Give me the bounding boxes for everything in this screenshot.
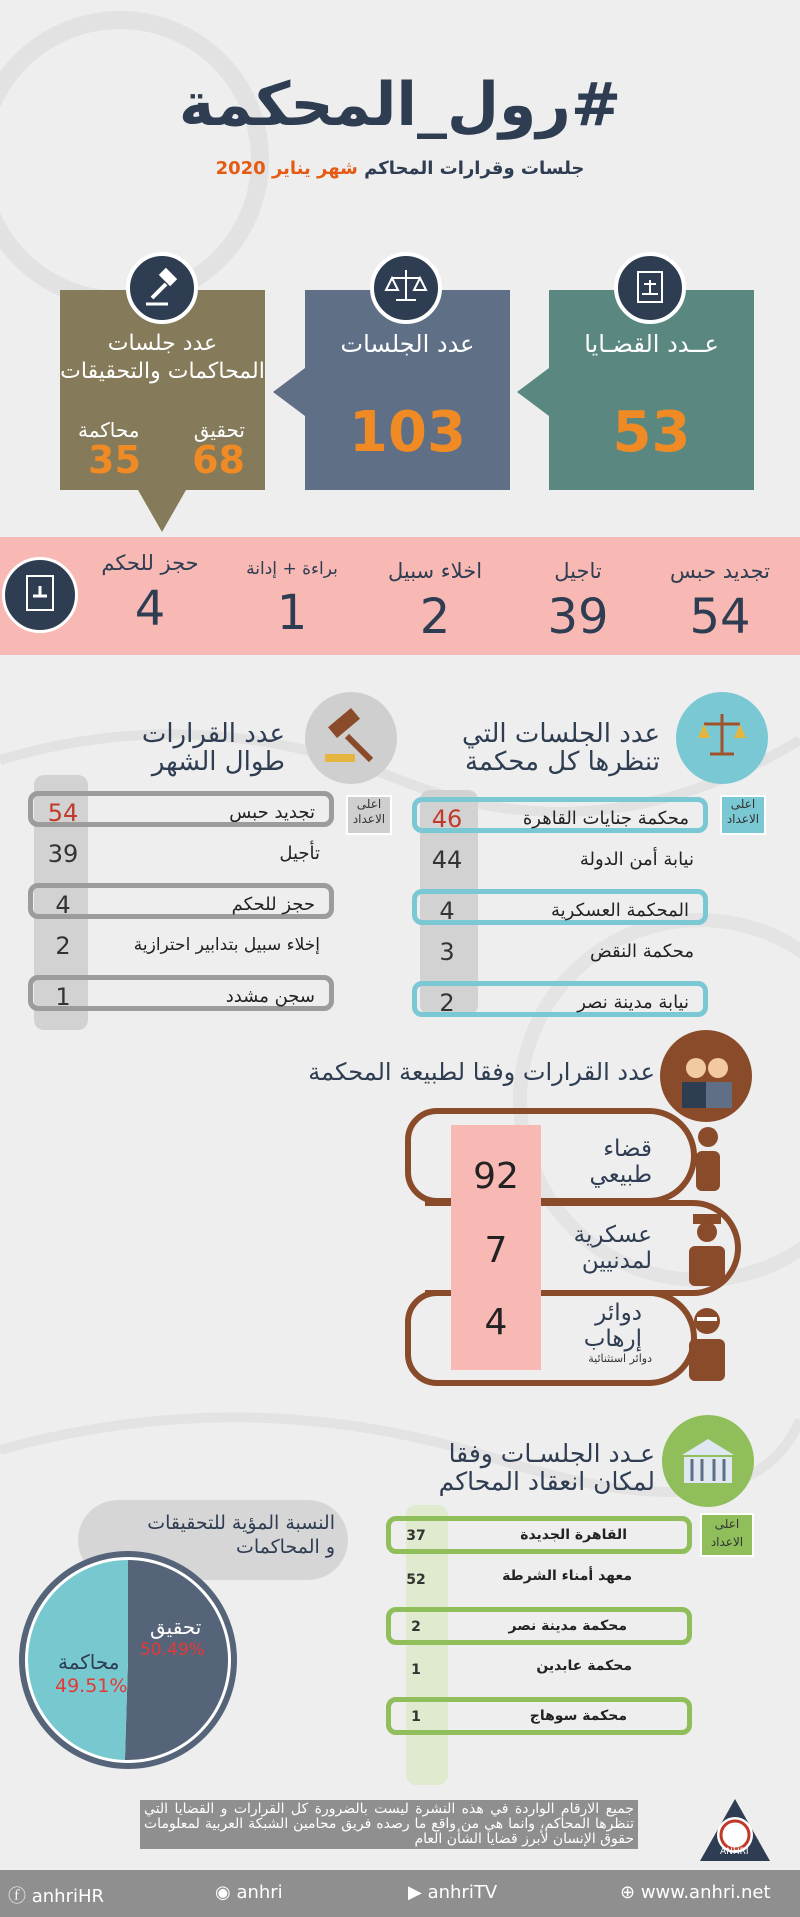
page-subtitle bbox=[0, 158, 800, 179]
courts-badge: اعلى الاعداد bbox=[720, 795, 766, 835]
band-value: 4 bbox=[134, 581, 166, 637]
decisions-band bbox=[0, 537, 800, 655]
band-value: 39 bbox=[547, 589, 609, 645]
courts-title-1: عدد الجلسات التي bbox=[461, 719, 660, 749]
court-type-row bbox=[405, 1290, 697, 1386]
band-item-verdict bbox=[227, 537, 357, 641]
twitter-icon: ◉ bbox=[215, 1882, 237, 1903]
band-item-release bbox=[370, 537, 500, 645]
band-value: 2 bbox=[419, 589, 451, 645]
pie-label-investigation: تحقيق bbox=[150, 1615, 202, 1639]
courts-row bbox=[412, 889, 708, 925]
pie-pct-investigation: 50.49% bbox=[140, 1640, 205, 1660]
terror-value: 4 bbox=[484, 1302, 508, 1343]
row-value: 2 bbox=[439, 989, 455, 1017]
courthouse-icon bbox=[662, 1415, 754, 1507]
row-label: المحكمة العسكرية bbox=[551, 900, 689, 921]
row-label: نيابة أمن الدولة bbox=[579, 849, 694, 870]
location-badge: اعلى الاعداد bbox=[700, 1513, 754, 1557]
youtube-icon: ▶ bbox=[408, 1882, 428, 1903]
pie-slice-investigation bbox=[125, 1560, 228, 1760]
pie-title-2: و المحاكمات bbox=[235, 1536, 335, 1558]
document-scales-icon bbox=[614, 252, 686, 324]
decisions-row bbox=[28, 791, 334, 827]
sessions-title: عدد الجلسات bbox=[340, 330, 475, 358]
soldier-icon bbox=[685, 1210, 729, 1288]
page-title: #رول_المحكمة bbox=[178, 70, 622, 140]
band-label: اخلاء سبيل bbox=[387, 559, 483, 583]
row-label: محكمة النقض bbox=[589, 941, 694, 962]
pie-title-1: النسبة المؤية للتحقيقات bbox=[147, 1512, 335, 1534]
facebook-handle: anhriHR bbox=[31, 1886, 105, 1907]
scales-icon bbox=[676, 692, 768, 784]
decisions-row bbox=[28, 975, 334, 1011]
row-label: حجز للحكم bbox=[231, 894, 315, 915]
row-value: 1 bbox=[411, 1709, 421, 1725]
pie-chart bbox=[18, 1550, 238, 1770]
location-row bbox=[386, 1516, 692, 1554]
facebook-icon: ⓕ bbox=[8, 1886, 32, 1907]
civil-label: قضاء طبيعي bbox=[589, 1136, 652, 1188]
location-row bbox=[386, 1652, 692, 1690]
military-value: 7 bbox=[484, 1230, 508, 1271]
courts-title-2: تنظرها كل محكمة bbox=[464, 747, 660, 777]
location-title-1: عـدد الجلسـات وفقا bbox=[448, 1439, 655, 1468]
decisions-title-1: عدد القرارات bbox=[141, 719, 285, 749]
row-value: 2 bbox=[411, 1619, 421, 1635]
courts-title-icon bbox=[676, 692, 768, 784]
hearings-title: عدد جلسات المحاكمات والتحقيقات bbox=[60, 331, 265, 384]
row-value: 44 bbox=[431, 846, 463, 874]
band-item-postpone bbox=[513, 537, 643, 645]
courts-row bbox=[412, 843, 708, 879]
person-icon bbox=[690, 1125, 726, 1195]
band-label: تجديد حبس bbox=[669, 559, 771, 583]
cases-value: 53 bbox=[612, 400, 691, 465]
decisions-row bbox=[28, 929, 334, 965]
globe-icon: ⊕ bbox=[620, 1882, 641, 1903]
court-type-title: عدد القرارات وفقا لطبيعة المحكمة bbox=[308, 1058, 655, 1086]
scales-icon bbox=[370, 252, 442, 324]
social-facebook[interactable] bbox=[8, 1882, 104, 1908]
row-value: 52 bbox=[406, 1572, 426, 1588]
sessions-value: 103 bbox=[349, 400, 466, 465]
hearings-arrow bbox=[138, 490, 186, 532]
military-label: عسكرية لمدنيين bbox=[573, 1222, 652, 1274]
row-label: إخلاء سبيل بتدابير احترازية bbox=[133, 935, 320, 955]
disclaimer-text: جميع الارقام الواردة في هذه النشرة ليست بالضرورة كل القرارات و القضايا التي تنظرها المحاكم، وانما هي من واقع ما رصده فريق محامين الشبكة العربية لمعلومات حقوق الإنسان لأبرز قضايا الشأن العام bbox=[140, 1800, 638, 1849]
row-label: القاهرة الجديدة bbox=[520, 1527, 627, 1543]
decisions-badge: اعلى الاعداد bbox=[346, 795, 392, 835]
band-label: براءة + إدانة bbox=[246, 559, 338, 579]
location-row bbox=[386, 1562, 692, 1600]
decisions-title-icon bbox=[305, 692, 397, 784]
courts-row bbox=[412, 935, 708, 971]
row-label: محكمة سوهاج bbox=[529, 1708, 627, 1724]
location-title-2: لمكان انعقاد المحاكم bbox=[438, 1467, 655, 1496]
gavel-icon bbox=[126, 252, 198, 324]
subtitle-main: جلسات وقرارات المحاكم bbox=[364, 158, 585, 179]
subtitle-date: شهر يناير 2020 bbox=[215, 158, 358, 179]
row-value: 37 bbox=[406, 1528, 426, 1544]
gavel-icon bbox=[305, 692, 397, 784]
sessions-arrow bbox=[273, 368, 305, 416]
row-value: 4 bbox=[439, 897, 455, 925]
judges-icon bbox=[660, 1030, 752, 1122]
cases-arrow bbox=[517, 368, 549, 416]
investigation-label: تحقيق bbox=[193, 418, 245, 442]
twitter-handle: anhri bbox=[236, 1882, 283, 1903]
courts-row bbox=[412, 981, 708, 1017]
social-twitter[interactable] bbox=[215, 1882, 283, 1903]
decisions-row bbox=[28, 883, 334, 919]
courts-row bbox=[412, 797, 708, 833]
row-label: محكمة مدينة نصر bbox=[508, 1618, 627, 1634]
social-youtube[interactable] bbox=[408, 1882, 497, 1903]
band-value: 54 bbox=[689, 589, 751, 645]
terror-label: دوائر إرهاب bbox=[583, 1300, 642, 1352]
row-value: 2 bbox=[55, 932, 71, 960]
row-label: معهد أمناء الشرطة bbox=[502, 1568, 632, 1584]
logo-text: ANHRI bbox=[720, 1847, 749, 1857]
pie-label-trial: محاكمة bbox=[58, 1650, 120, 1674]
decisions-title-2: طوال الشهر bbox=[151, 747, 285, 777]
clipboard-gavel-icon bbox=[2, 557, 78, 633]
anhri-logo bbox=[690, 1795, 780, 1865]
social-bar bbox=[0, 1870, 800, 1917]
terror-note: دوائر استثنائية bbox=[588, 1352, 652, 1365]
location-row bbox=[386, 1697, 692, 1735]
civil-value: 92 bbox=[473, 1156, 519, 1197]
row-value: 1 bbox=[411, 1662, 421, 1678]
row-value: 39 bbox=[47, 840, 79, 868]
trial-value: 35 bbox=[88, 438, 141, 482]
pie-pct-trial: 49.51% bbox=[55, 1675, 128, 1697]
youtube-handle: anhriTV bbox=[427, 1882, 498, 1903]
band-label: حجز للحكم bbox=[101, 551, 199, 575]
row-label: تأجيل bbox=[279, 843, 320, 864]
row-value: 4 bbox=[55, 891, 71, 919]
row-value: 1 bbox=[55, 983, 71, 1011]
row-value: 3 bbox=[439, 938, 455, 966]
row-label: تجديد حبس bbox=[229, 802, 315, 823]
social-web[interactable] bbox=[620, 1882, 771, 1903]
band-value: 1 bbox=[276, 585, 308, 641]
cases-title: عــدد القضـايا bbox=[584, 330, 719, 358]
web-url: www.anhri.net bbox=[640, 1882, 771, 1903]
band-item-reserved bbox=[85, 537, 215, 637]
row-label: محكمة جنايات القاهرة bbox=[522, 808, 689, 829]
location-row bbox=[386, 1607, 692, 1645]
row-value: 46 bbox=[431, 805, 463, 833]
row-label: نيابة مدينة نصر bbox=[577, 992, 689, 1013]
row-label: محكمة عابدين bbox=[536, 1658, 632, 1674]
row-value: 54 bbox=[47, 799, 79, 827]
decisions-row bbox=[28, 837, 334, 873]
row-label: سجن مشدد bbox=[225, 986, 315, 1007]
band-label: تاجيل bbox=[554, 559, 602, 583]
investigation-value: 68 bbox=[192, 438, 245, 482]
court-type-row bbox=[405, 1108, 697, 1204]
band-item-renewal bbox=[655, 537, 785, 645]
masked-icon bbox=[685, 1305, 729, 1383]
trial-label: محاكمة bbox=[78, 418, 140, 442]
